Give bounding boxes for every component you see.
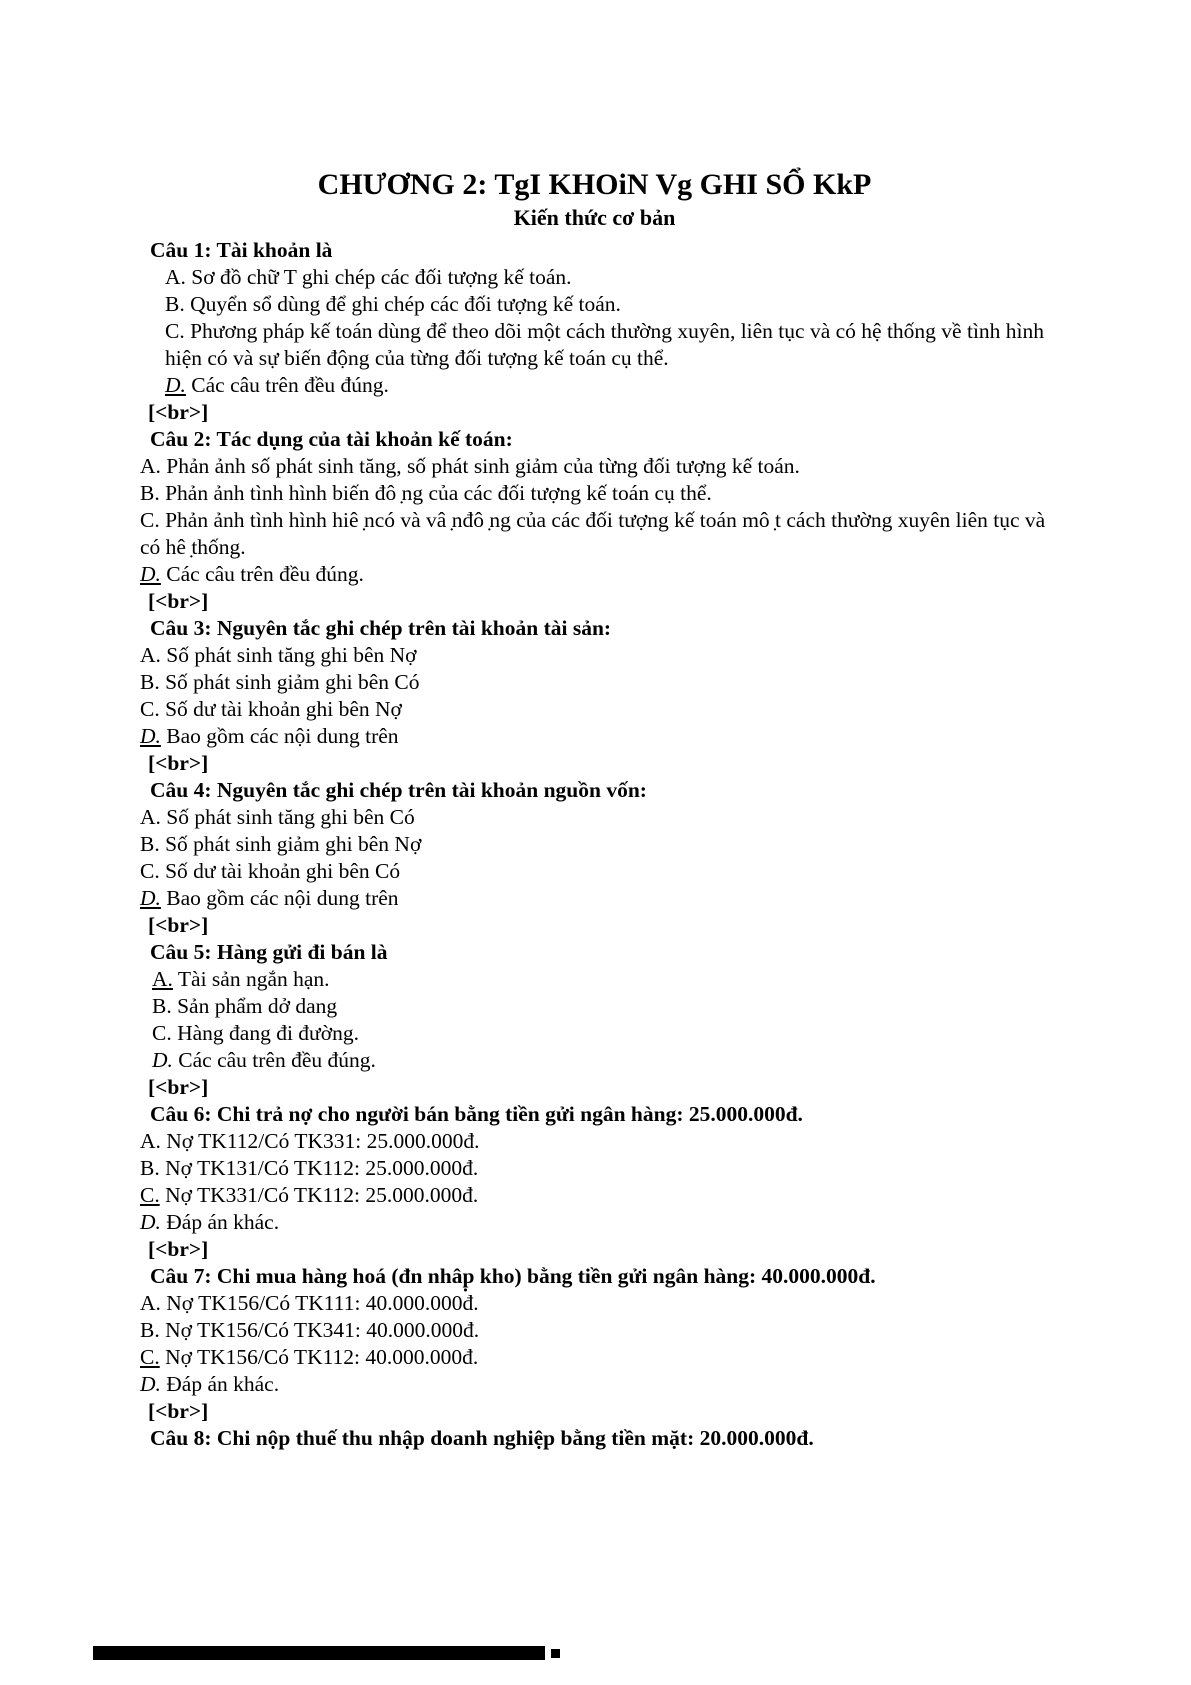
option-letter: D. (140, 886, 161, 910)
option-letter: C. (140, 1183, 160, 1207)
option-letter: B. (152, 994, 172, 1018)
answer-option (140, 1020, 1049, 1047)
answer-option (140, 885, 1049, 912)
option-text: Nợ TK156/Có TK112: 40.000.000đ. (165, 1345, 479, 1369)
option-letter: A. (140, 643, 161, 667)
answer-option (140, 642, 1049, 669)
option-text: Số phát sinh giảm ghi bên Có (165, 670, 420, 694)
option-text: Số phát sinh giảm ghi bên Nợ (165, 832, 422, 856)
break-marker: [<br>] (148, 913, 209, 937)
option-letter: A. (140, 805, 161, 829)
answer-option (140, 966, 1049, 993)
question-header: Câu 1: Tài khoản là (150, 238, 333, 262)
answer-option (140, 1317, 1049, 1344)
option-letter: D. (165, 373, 186, 397)
option-letter: C. (140, 1345, 160, 1369)
question-8 (140, 1425, 1049, 1452)
option-text: Đáp án khác. (166, 1210, 280, 1234)
question-7 (140, 1263, 1049, 1425)
question-header: Câu 3: Nguyên tắc ghi chép trên tài khoản tài sản: (150, 616, 612, 640)
question-header: Câu 7: Chi mua hàng hoá (đn nhâp̣ kho) bằng tiền gửi ngân hàng: 40.000.000đ. (150, 1264, 876, 1288)
answer-option (140, 1290, 1049, 1317)
option-text: Số phát sinh tăng ghi bên Nợ (166, 643, 417, 667)
option-letter: C. (165, 319, 185, 343)
option-text: Quyển sổ dùng để ghi chép các đối tượng kế toán. (190, 292, 621, 316)
page-bottom-dot (551, 1649, 560, 1658)
option-text: Số dư tài khoản ghi bên Nợ (165, 697, 402, 721)
option-letter: B. (140, 832, 160, 856)
answer-option (140, 858, 1049, 885)
option-text: Bao gồm các nội dung trên (166, 724, 399, 748)
option-text: Nợ TK156/Có TK341: 40.000.000đ. (165, 1318, 480, 1342)
option-text: Nợ TK331/Có TK112: 25.000.000đ. (165, 1183, 479, 1207)
question-1 (140, 237, 1049, 426)
option-letter: B. (140, 1156, 160, 1180)
answer-option (140, 318, 1049, 372)
option-text: Phương pháp kế toán dùng để theo dõi một cách thường xuyên, liên tục và có hệ thống về tình hình hiện có và sự biến động của từng đối tượng kế toán cụ thể. (165, 319, 1045, 370)
question-4 (140, 777, 1049, 939)
question-6 (140, 1101, 1049, 1263)
option-letter: C. (140, 508, 160, 532)
option-text: Đáp án khác. (166, 1372, 280, 1396)
answer-option (140, 1371, 1049, 1398)
option-letter: D. (140, 724, 161, 748)
option-letter: D. (140, 562, 161, 586)
option-text: Số phát sinh tăng ghi bên Có (166, 805, 415, 829)
answer-option (140, 804, 1049, 831)
answer-option (140, 723, 1049, 750)
question-header: Câu 5: Hàng gửi đi bán là (150, 940, 388, 964)
option-letter: D. (140, 1210, 161, 1234)
option-text: Các câu trên đều đúng. (166, 562, 364, 586)
answer-option (140, 1182, 1049, 1209)
option-letter: A. (140, 454, 161, 478)
option-text: Sản phẩm dở dang (177, 994, 338, 1018)
answer-option (140, 453, 1049, 480)
answer-option (140, 561, 1049, 588)
option-letter: C. (152, 1021, 172, 1045)
answer-option (140, 1047, 1049, 1074)
break-marker: [<br>] (148, 589, 209, 613)
option-text: Nợ TK112/Có TK331: 25.000.000đ. (166, 1129, 480, 1153)
option-letter: D. (152, 1048, 173, 1072)
answer-option (140, 1209, 1049, 1236)
question-header: Câu 8: Chi nộp thuế thu nhập doanh nghiệp bằng tiền mặt: 20.000.000đ. (150, 1426, 814, 1450)
page-bottom-bar (93, 1646, 545, 1660)
option-text: Bao gồm các nội dung trên (166, 886, 399, 910)
chapter-title: CHƯƠNG 2: TgI KHOiN Vg GHI SỔ KkP (317, 168, 872, 201)
break-marker: [<br>] (148, 751, 209, 775)
option-letter: B. (140, 481, 160, 505)
question-header: Câu 6: Chi trả nợ cho người bán bằng tiền gửi ngân hàng: 25.000.000đ. (150, 1102, 803, 1126)
answer-option (140, 264, 1049, 291)
answer-option (140, 993, 1049, 1020)
answer-option (140, 507, 1049, 561)
answer-option (140, 291, 1049, 318)
break-marker: [<br>] (148, 1399, 209, 1423)
option-text: Hàng đang đi đường. (177, 1021, 359, 1045)
answer-option (140, 669, 1049, 696)
answer-option (140, 831, 1049, 858)
option-letter: A. (140, 1291, 161, 1315)
option-letter: A. (165, 265, 186, 289)
answer-option (140, 1155, 1049, 1182)
option-letter: A. (140, 1129, 161, 1153)
answer-option (140, 480, 1049, 507)
answer-option (140, 696, 1049, 723)
question-3 (140, 615, 1049, 777)
question-5 (140, 939, 1049, 1101)
option-letter: B. (165, 292, 185, 316)
option-text: Phản ảnh tình hình hiê ̣ncó và vâ ̣nđô ̣ng của các đối tượng kế toán mô ̣t cách thường xuyên liên tục và có hê ̣thống. (140, 508, 1046, 559)
break-marker: [<br>] (148, 1075, 209, 1099)
option-letter: D. (140, 1372, 161, 1396)
option-text: Các câu trên đều đúng. (178, 1048, 376, 1072)
answer-option (140, 1344, 1049, 1371)
question-header: Câu 4: Nguyên tắc ghi chép trên tài khoản nguồn vốn: (150, 778, 647, 802)
section-subtitle: Kiến thức cơ bản (513, 205, 676, 230)
option-letter: B. (140, 670, 160, 694)
answer-option (140, 1128, 1049, 1155)
option-letter: C. (140, 859, 160, 883)
option-letter: B. (140, 1318, 160, 1342)
option-text: Tài sản ngắn hạn. (177, 967, 330, 991)
option-text: Phản ảnh số phát sinh tăng, số phát sinh giảm của từng đối tượng kế toán. (166, 454, 800, 478)
option-text: Nợ TK156/Có TK111: 40.000.000đ. (166, 1291, 479, 1315)
option-text: Phản ảnh tình hình biến đô ̣ng của các đối tượng kế toán cụ thể. (165, 481, 712, 505)
option-letter: C. (140, 697, 160, 721)
option-text: Sơ đồ chữ T ghi chép các đối tượng kế toán. (191, 265, 572, 289)
option-text: Số dư tài khoản ghi bên Có (165, 859, 401, 883)
option-text: Nợ TK131/Có TK112: 25.000.000đ. (165, 1156, 479, 1180)
answer-option (140, 372, 1049, 399)
option-letter: A. (152, 967, 173, 991)
question-2 (140, 426, 1049, 615)
break-marker: [<br>] (148, 400, 209, 424)
option-text: Các câu trên đều đúng. (191, 373, 389, 397)
question-header: Câu 2: Tác dụng của tài khoản kế toán: (150, 427, 513, 451)
break-marker: [<br>] (148, 1237, 209, 1261)
